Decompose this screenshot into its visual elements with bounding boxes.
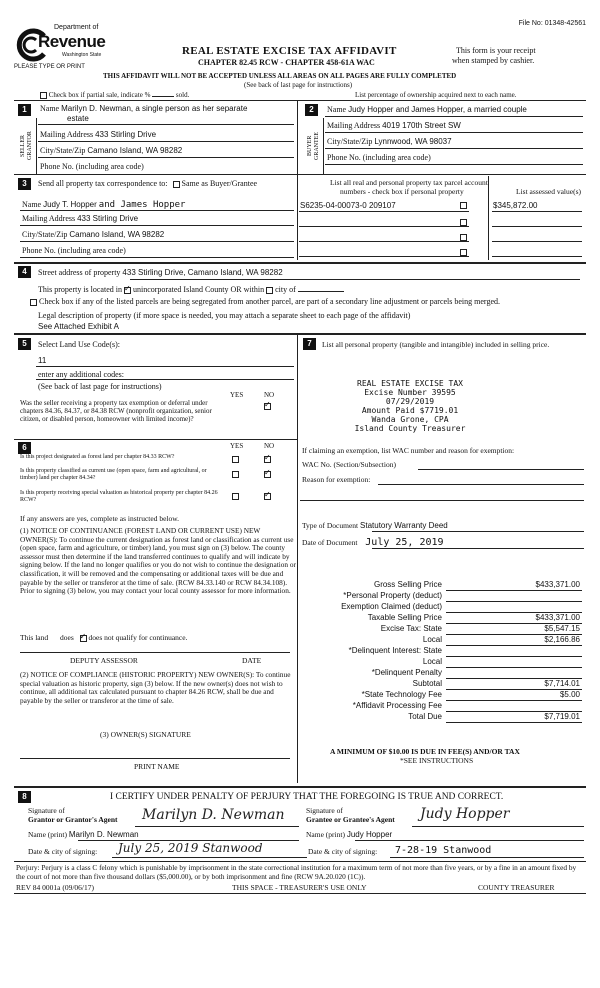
buyer-name[interactable]: Judy Hopper and James Hopper, a married couple bbox=[348, 105, 527, 114]
file-number: File No: 01348-42561 bbox=[518, 20, 586, 27]
list-percentage: List percentage of ownership acquired next to each name. bbox=[355, 91, 517, 99]
grantor-sig-label-2: Grantor or Grantor's Agent bbox=[28, 815, 118, 824]
unincorporated-checkbox[interactable] bbox=[124, 287, 131, 294]
current-use-no-checkbox[interactable] bbox=[264, 471, 271, 478]
county-treasurer-label: COUNTY TREASURER bbox=[478, 883, 555, 892]
stamp-line: Amount Paid $7719.01 bbox=[361, 406, 459, 415]
historic-question: Is this property receiving special valuation as historical property per chapter 84.26 RCW? bbox=[20, 490, 218, 503]
current-use-yes-checkbox[interactable] bbox=[232, 471, 239, 478]
stamp-line: Island County Treasurer bbox=[354, 424, 466, 433]
street-row: Street address of property 433 Stirling Drive, Camano Island, WA 98282 bbox=[38, 268, 283, 277]
same-as-buyer-checkbox[interactable] bbox=[173, 181, 180, 188]
grantor-date-label: Date & city of signing: bbox=[28, 847, 98, 856]
dept-state: Washington State bbox=[62, 52, 102, 58]
dor-logo bbox=[14, 22, 124, 66]
form-title: REAL ESTATE EXCISE TAX AFFIDAVIT bbox=[182, 45, 397, 57]
seller-city[interactable]: Camano Island, WA 98282 bbox=[87, 146, 183, 155]
grantor-date-city[interactable]: July 25, 2019 Stanwood bbox=[118, 841, 263, 855]
wac-label: WAC No. (Section/Subsection) bbox=[302, 460, 396, 469]
grantee-sig-label-2: Grantee or Grantee's Agent bbox=[306, 815, 395, 824]
additional-codes-label: enter any additional codes: bbox=[38, 370, 124, 379]
seller-mailing[interactable]: 433 Stirling Drive bbox=[95, 130, 157, 139]
calc-value[interactable]: $433,371.00 bbox=[535, 613, 580, 622]
section-1-number: 1 bbox=[18, 104, 31, 116]
calc-label: Total Due bbox=[408, 712, 442, 721]
calc-label: Exemption Claimed (deduct) bbox=[341, 602, 442, 611]
calc-value[interactable]: $7,719.01 bbox=[544, 712, 580, 721]
grantee-print-row: Name (print) Judy Hopper bbox=[306, 830, 393, 839]
parcel-2-personal-checkbox[interactable] bbox=[460, 219, 467, 226]
notice-of-continuance: (1) NOTICE OF CONTINUANCE (FOREST LAND OR CURRENT USE) NEW OWNER(S): To continue the current designation as forest land or classification as current use (open space, farm and agriculture, or timber) land, you must sign on (3) below. The county assessor must then determine if the land transferred continues to qualify and will indicate by signing below. If the land no longer qualifies or you do not wish to continue the designation or classification, it will be removed and the compensating or additional taxes will be due and payable by the seller or transferor at the time of sale. (RCW 84.33.140 or RCW 84.34.108). Prior to signing (3) below, you may contact your local county assessor for more information. bbox=[20, 526, 296, 596]
personal-property-label: List all personal property (tangible and intangible) included in selling price. bbox=[322, 340, 550, 349]
corr-name-row: Name Judy T. Hopper and James Hopper bbox=[22, 200, 186, 210]
legal-description-label: Legal description of property (if more space is needed, you may attach a separate sheet to each page of the affidavit) bbox=[38, 311, 411, 320]
section-2-number: 2 bbox=[305, 104, 318, 116]
receipt-note-2: when stamped by cashier. bbox=[452, 56, 535, 65]
segregated-row: Check box if any of the listed parcels are being segregated from another parcel, are part of a secondary line adjustment or parcels being merged. bbox=[30, 297, 500, 306]
warning-text: THIS AFFIDAVIT WILL NOT BE ACCEPTED UNLESS ALL AREAS ON ALL PAGES ARE FULLY COMPLETED bbox=[103, 72, 457, 80]
seller-name-cont: estate bbox=[67, 114, 89, 123]
buyer-mailing[interactable]: 4019 170th Street SW bbox=[382, 121, 461, 130]
stamp-line: REAL ESTATE EXCISE TAX bbox=[357, 379, 463, 388]
buyer-name-row: Name Judy Hopper and James Hopper, a married couple bbox=[327, 105, 527, 114]
land-use-label: Select Land Use Code(s): bbox=[38, 340, 120, 349]
calc-value[interactable]: $2,166.86 bbox=[544, 635, 580, 644]
grantee-sig-label: Signature of bbox=[306, 806, 343, 815]
buyer-phone[interactable]: Phone No. (including area code) bbox=[327, 153, 431, 162]
qualify-row: This land does ✓ does not qualify for continuance. bbox=[20, 633, 187, 642]
section-5-number: 5 bbox=[18, 338, 31, 350]
if-yes-text: If any answers are yes, complete as instructed below. bbox=[20, 514, 180, 523]
form-subtitle: CHAPTER 82.45 RCW - CHAPTER 458-61A WAC bbox=[198, 58, 375, 67]
section-4-number: 4 bbox=[18, 266, 31, 278]
calc-label: Gross Selling Price bbox=[373, 580, 442, 589]
grantee-date-city[interactable]: 7-28-19 Stanwood bbox=[395, 845, 492, 856]
calc-label: Subtotal bbox=[412, 679, 442, 688]
grantor-print-row: Name (print) Marilyn D. Newman bbox=[28, 830, 139, 839]
calc-value[interactable]: $5,547.15 bbox=[544, 624, 580, 633]
seller-side-label: SELLER GRANTOR bbox=[20, 131, 33, 161]
grantor-signature[interactable]: Marilyn D. Newman bbox=[142, 807, 285, 823]
seller-mailing-row: Mailing Address 433 Stirling Drive bbox=[40, 130, 157, 139]
perjury-notice: Perjury: Perjury is a class C felony which is punishable by imprisonment in the state correctional institution for a maximum term of not more than five years, or by a fine in an amount fixed by the court of not more than five thousand dollars ($5,000.00), or by both imprisonment and fine (RCW 9A.20.020 (1C)). bbox=[16, 863, 577, 881]
corr-mailing-row: Mailing Address 433 Stirling Drive bbox=[22, 214, 139, 223]
legal-description[interactable]: See Attached Exhibit A bbox=[38, 322, 119, 331]
stamp-line: 07/29/2019 bbox=[385, 397, 435, 406]
stamp-line: Excise Number 39595 bbox=[364, 388, 456, 397]
segregated-checkbox[interactable] bbox=[30, 299, 37, 306]
buyer-city[interactable]: Lynnwood, WA 98037 bbox=[374, 137, 452, 146]
dept-name: Revenue bbox=[38, 32, 106, 51]
calc-label: *State Technology Fee bbox=[361, 690, 442, 699]
parcel-3-personal-checkbox[interactable] bbox=[460, 234, 467, 241]
parcel-1-personal-checkbox[interactable] bbox=[460, 202, 467, 209]
yes-header: YES bbox=[230, 391, 244, 399]
does-not-qualify-checkbox[interactable] bbox=[80, 635, 87, 642]
seller-name-row: Name Marilyn D. Newman, a single person as her separate bbox=[40, 104, 248, 113]
parcel-number-1[interactable]: S6235-04-00073-0 209107 bbox=[300, 201, 396, 210]
document-date[interactable]: July 25, 2019 bbox=[365, 537, 444, 548]
parcel-header-2: numbers - check box if personal property bbox=[340, 187, 464, 196]
yes-header-6: YES bbox=[230, 442, 244, 450]
buyer-mailing-row: Mailing Address 4019 170th Street SW bbox=[327, 121, 461, 130]
section-7-number: 7 bbox=[303, 338, 316, 350]
forest-yes-checkbox[interactable] bbox=[232, 456, 239, 463]
within-city-checkbox[interactable] bbox=[266, 287, 273, 294]
date-label: DATE bbox=[242, 656, 262, 665]
corr-phone[interactable]: Phone No. (including area code) bbox=[22, 246, 126, 255]
city-of-field[interactable] bbox=[298, 291, 344, 292]
section-6-number: 6 bbox=[18, 442, 31, 454]
deputy-assessor-label: DEPUTY ASSESSOR bbox=[70, 656, 138, 665]
calc-value[interactable]: $7,714.01 bbox=[544, 679, 580, 688]
partial-percent-field[interactable] bbox=[152, 96, 174, 97]
exemption-question: Was the seller receiving a property tax exemption or deferral under chapters 84.36, 84.37, or 84.38 RCW (nonprofit organization, senior citizen, or disabled person, homeowner with limited income)? bbox=[20, 399, 212, 423]
see-back: (See back of last page for instructions) bbox=[244, 81, 353, 89]
see-instructions: *SEE INSTRUCTIONS bbox=[400, 756, 474, 765]
stamp-line: Wanda Grone, CPA bbox=[371, 415, 449, 424]
calc-label: *Personal Property (deduct) bbox=[343, 591, 442, 600]
claim-exemption-label: If claiming an exemption, list WAC number and reason for exemption: bbox=[302, 446, 515, 455]
corr-mailing[interactable]: 433 Stirling Drive bbox=[77, 214, 139, 223]
reason-label: Reason for exemption: bbox=[302, 475, 371, 484]
doc-date-row: Date of Document July 25, 2019 bbox=[302, 537, 444, 548]
corr-name[interactable]: Judy T. Hopper bbox=[43, 200, 97, 209]
parcel-header: List all real and personal property tax parcel account bbox=[330, 178, 488, 187]
forest-question: Is this project designated as forest land per chapter 84.33 RCW? bbox=[20, 454, 175, 460]
calc-value[interactable]: $433,371.00 bbox=[535, 580, 580, 589]
doc-type-row: Type of Document Statutory Warranty Deed bbox=[302, 521, 448, 530]
partial-sale-checkbox[interactable] bbox=[40, 92, 47, 99]
buyer-side-label: BUYER GRANTEE bbox=[307, 132, 320, 160]
forest-no-checkbox[interactable] bbox=[264, 456, 271, 463]
no-header: NO bbox=[264, 391, 275, 399]
exemption-no-checkbox[interactable] bbox=[264, 403, 271, 410]
grantee-signature[interactable]: Judy Hopper bbox=[420, 806, 510, 822]
located-row: This property is located in ✓ unincorporated Island County OR within city of bbox=[38, 285, 344, 294]
grantee-date-label: Date & city of signing: bbox=[308, 847, 378, 856]
historic-yes-checkbox[interactable] bbox=[232, 493, 239, 500]
corr-name-handwritten: and James Hopper bbox=[98, 200, 186, 210]
print-name-label: PRINT NAME bbox=[134, 762, 180, 771]
certify-statement: I CERTIFY UNDER PENALTY OF PERJURY THAT THE FOREGOING IS TRUE AND CORRECT. bbox=[110, 792, 504, 802]
calc-label: Excise Tax: State bbox=[380, 624, 442, 633]
treasurer-use-label: THIS SPACE - TREASURER'S USE ONLY bbox=[232, 883, 367, 892]
calc-label: *Affidavit Processing Fee bbox=[352, 701, 442, 710]
seller-city-row: City/State/Zip Camano Island, WA 98282 bbox=[40, 146, 183, 155]
corr-city[interactable]: Camano Island, WA 98282 bbox=[69, 230, 165, 239]
send-correspondence-row: Send all property tax correspondence to: Same as Buyer/Grantee bbox=[38, 179, 258, 188]
form-number: REV 84 0001a (09/06/17) bbox=[16, 883, 94, 892]
treasurer-stamp bbox=[340, 379, 480, 433]
document-type[interactable]: Statutory Warranty Deed bbox=[360, 521, 448, 530]
land-use-code[interactable]: 11 bbox=[38, 356, 47, 365]
historic-no-checkbox[interactable] bbox=[264, 493, 271, 500]
minimum-due-text: A MINIMUM OF $10.00 IS DUE IN FEE(S) AND/OR TAX bbox=[330, 747, 520, 756]
buyer-city-row: City/State/Zip Lynnwood, WA 98037 bbox=[327, 137, 452, 146]
no-header-6: NO bbox=[264, 442, 275, 450]
calc-label: *Delinquent Interest: State bbox=[348, 646, 442, 655]
grantee-print-name[interactable]: Judy Hopper bbox=[346, 830, 393, 839]
assessed-header: List assessed value(s) bbox=[516, 187, 581, 196]
dept-line: Department of bbox=[54, 24, 99, 31]
partial-sale-row: Check box if partial sale, indicate % sold. bbox=[40, 91, 189, 99]
calc-label: *Delinquent Penalty bbox=[371, 668, 442, 677]
calc-label: Local bbox=[422, 635, 442, 644]
grantor-sig-label: Signature of bbox=[28, 806, 65, 815]
corr-city-row: City/State/Zip Camano Island, WA 98282 bbox=[22, 230, 165, 239]
grantor-print-name[interactable]: Marilyn D. Newman bbox=[68, 830, 139, 839]
assessed-value-1[interactable]: $345,872.00 bbox=[493, 201, 538, 210]
calc-label: Local bbox=[422, 657, 442, 666]
calc-label: Taxable Selling Price bbox=[367, 613, 442, 622]
section-8-number: 8 bbox=[18, 791, 31, 803]
current-use-question: Is this property classified as current use (open space, farm and agricultural, or timber) land per chapter 84.34? bbox=[20, 468, 207, 481]
receipt-note: This form is your receipt bbox=[456, 46, 536, 55]
section-3-number: 3 bbox=[18, 178, 31, 190]
seller-phone[interactable]: Phone No. (including area code) bbox=[40, 162, 144, 171]
please-type: PLEASE TYPE OR PRINT bbox=[14, 64, 85, 70]
seller-name[interactable]: Marilyn D. Newman, a single person as her separate bbox=[61, 104, 248, 113]
owner-signature-label: (3) OWNER(S) SIGNATURE bbox=[100, 730, 191, 739]
land-use-see-back: (See back of last page for instructions) bbox=[38, 382, 162, 391]
property-street[interactable]: 433 Stirling Drive, Camano Island, WA 98282 bbox=[122, 268, 283, 277]
notice-of-compliance: (2) NOTICE OF COMPLIANCE (HISTORIC PROPERTY) NEW OWNER(S): To continue special valuation as historic property, sign (3) below. If the new owner(s) does not wish to continue, all additional tax calculated pursuant to chapter 84.26 RCW, shall be due and payable by the seller or transferor at the time of sale. bbox=[20, 670, 291, 705]
parcel-4-personal-checkbox[interactable] bbox=[460, 249, 467, 256]
calc-value[interactable]: $5.00 bbox=[559, 690, 580, 699]
